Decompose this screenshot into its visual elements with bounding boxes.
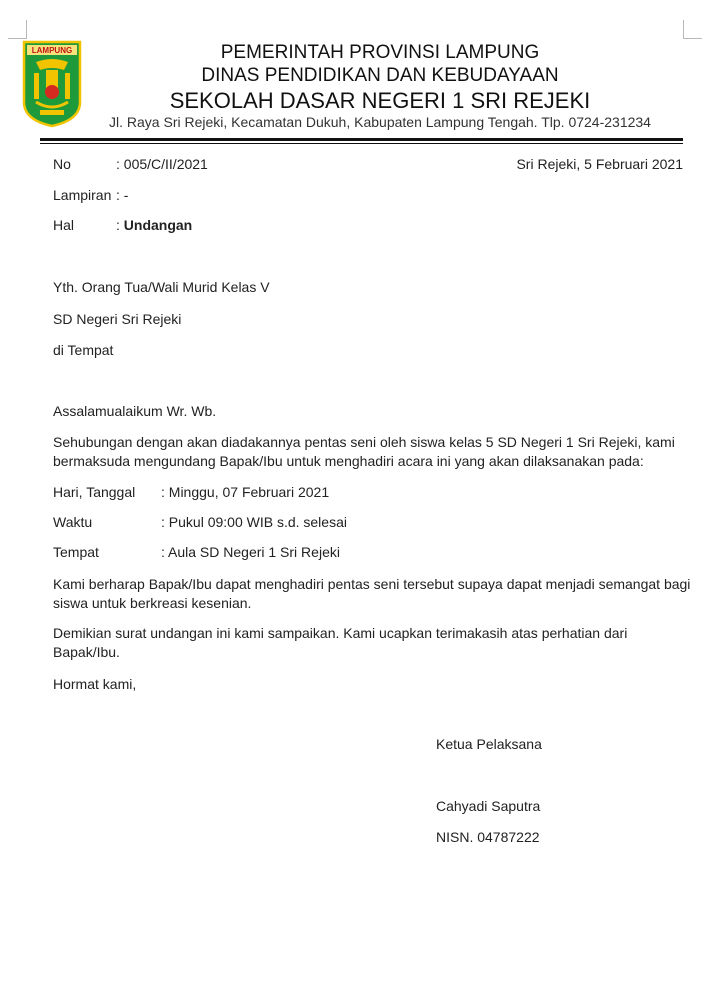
hope-line-1: Kami berharap Bapak/Ibu dapat menghadiri pentas seni tersebut supaya dapat menjadi semangat bagi: [53, 576, 691, 592]
recipient-line-1: Yth. Orang Tua/Wali Murid Kelas V: [53, 279, 270, 295]
detail-label-day-date: Hari, Tanggal: [53, 484, 136, 500]
subject-label: Hal: [53, 217, 75, 233]
letterhead-province: PEMERINTAH PROVINSI LAMPUNG: [220, 42, 540, 63]
closing-line-2: Bapak/Ibu.: [53, 644, 120, 660]
lampung-logo: [22, 40, 82, 128]
signatory-id: NISN. 04787222: [436, 829, 540, 845]
number-label: No: [53, 156, 71, 172]
signatory-name: Cahyadi Saputra: [436, 798, 541, 814]
crop-mark-top-right: [683, 20, 702, 39]
detail-label-place: Tempat: [53, 544, 99, 560]
letterhead-divider-thick: [40, 138, 683, 141]
regards: Hormat kami,: [53, 676, 137, 692]
attachment-label: Lampiran: [53, 187, 112, 203]
greeting: Assalamualaikum Wr. Wb.: [53, 403, 217, 419]
subject-colon: :: [116, 217, 120, 233]
detail-value-time: : Pukul 09:00 WIB s.d. selesai: [161, 514, 347, 530]
letterhead-address: Jl. Raya Sri Rejeki, Kecamatan Dukuh, Kabupaten Lampung Tengah. Tlp. 0724-231234: [109, 114, 651, 130]
letter-date: Sri Rejeki, 5 Februari 2021: [516, 156, 683, 172]
closing-line-1: Demikian surat undangan ini kami sampaikan. Kami ucapkan terimakasih atas perhatian dari: [53, 625, 628, 641]
subject-value: [116, 216, 192, 235]
recipient-line-3: di Tempat: [53, 342, 114, 358]
detail-label-time: Waktu: [53, 514, 93, 530]
hope-line-2: siswa untuk berkreasi kesenian.: [53, 595, 252, 611]
attachment-value: : -: [116, 187, 129, 203]
letterhead-divider-thin: [40, 143, 683, 144]
crop-mark-top-left: [8, 20, 27, 39]
intro-line-2: bermaksuda mengundang Bapak/Ibu untuk menghadiri acara ini yang akan dilaksanakan pada:: [53, 453, 644, 469]
recipient-line-2: SD Negeri Sri Rejeki: [53, 311, 182, 327]
detail-value-day-date: : Minggu, 07 Februari 2021: [161, 484, 330, 500]
signatory-title: Ketua Pelaksana: [436, 736, 542, 752]
intro-line-1: Sehubungan dengan akan diadakannya pentas seni oleh siswa kelas 5 SD Negeri 1 Sri Rejeki, kami: [53, 434, 675, 450]
subject-text: Undangan: [123, 217, 193, 233]
number-value: : 005/C/II/2021: [116, 156, 208, 172]
detail-value-place: : Aula SD Negeri 1 Sri Rejeki: [161, 544, 340, 560]
logo-lettering: LAMPUNG: [31, 46, 73, 55]
letterhead-school: SEKOLAH DASAR NEGERI 1 SRI REJEKI: [169, 88, 591, 113]
letterhead-department: DINAS PENDIDIKAN DAN KEBUDAYAAN: [201, 65, 559, 86]
